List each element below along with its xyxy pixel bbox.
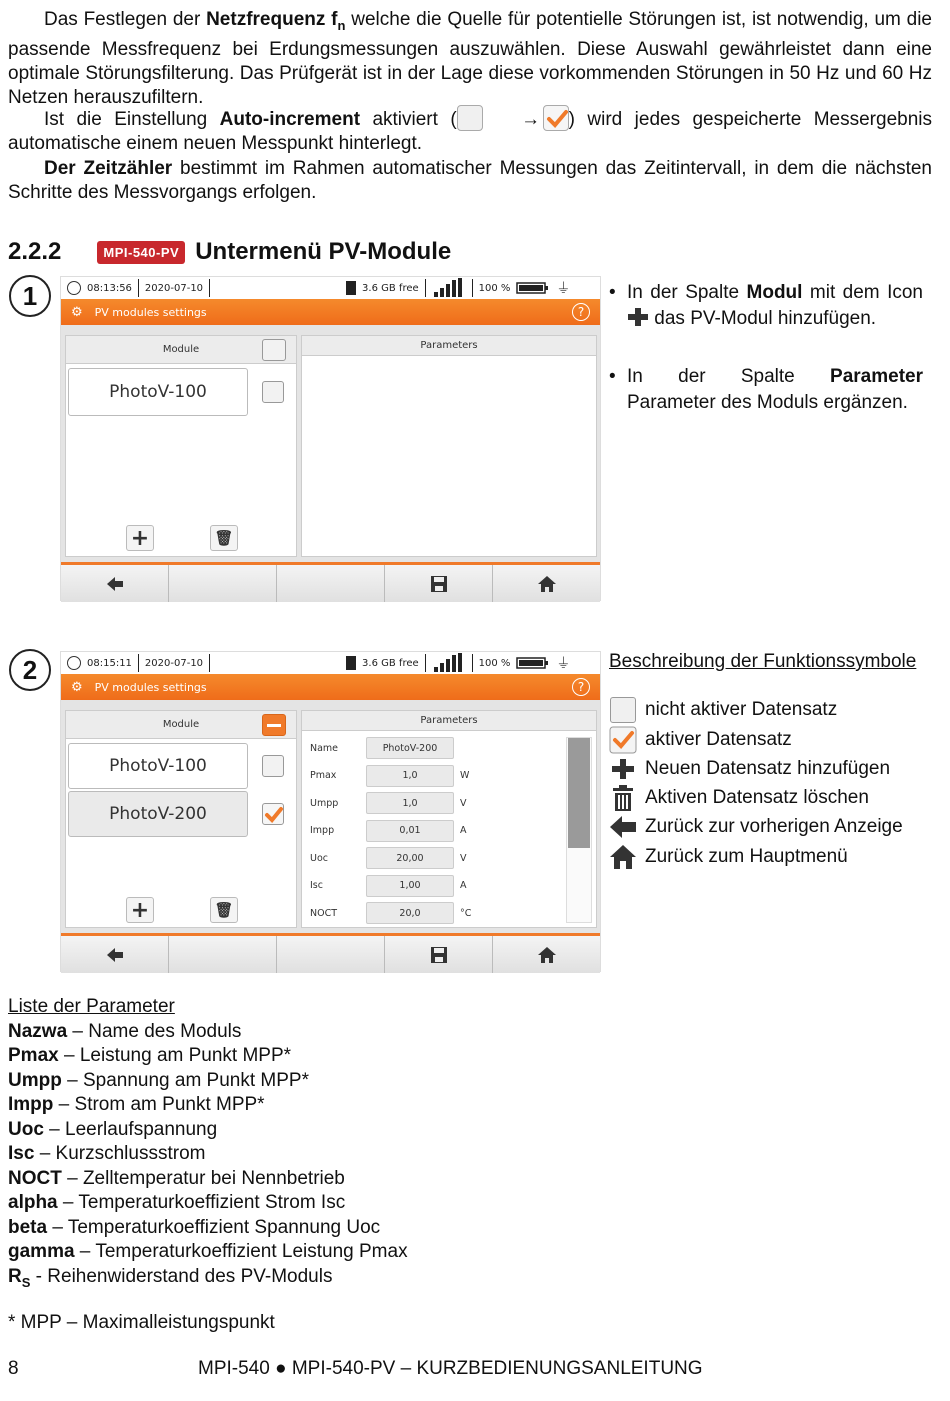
page-footer-title: MPI-540 ● MPI-540-PV – KURZBEDIENUNGSANLEITUNG [198,1358,703,1379]
module-checkbox[interactable] [262,381,284,403]
parameter-unit: A [460,825,467,836]
legend-item [609,813,903,841]
status-storage: 3.6 GB free [362,657,419,669]
parameter-list-title: Liste der Parameter [8,996,175,1017]
section-number: 2.2.2 [8,238,62,265]
intro-subscript: n [337,17,346,33]
trash-icon [609,784,637,812]
deselect-all-checkbox[interactable] [262,714,286,736]
toolbar-empty [277,936,385,973]
toolbar-empty [277,565,385,602]
parameter-name: NOCT [310,907,338,919]
bullet-text: das PV-Modul hinzufügen. [649,308,877,329]
screen-body [61,700,600,936]
step-number-1: 1 [9,275,51,317]
plug-icon: ⏚ [556,281,571,297]
parameter-term: Pmax [8,1045,59,1066]
plus-icon [609,755,637,783]
parameter-description: – Spannung am Punkt MPP* [61,1069,309,1091]
parameter-term: NOCT [8,1167,62,1189]
screen-title: PV modules settings [94,305,207,319]
parameter-term: beta [8,1216,48,1238]
parameters-column [301,335,597,557]
parameter-term-subscript: S [21,1274,31,1290]
legend-item [609,755,890,783]
parameter-term: Isc [8,1143,35,1164]
parameter-list-item [8,1240,408,1265]
unchecked-box-icon [609,696,637,724]
parameter-list-item [8,1167,408,1192]
parameter-row [310,765,469,787]
status-storage: 3.6 GB free [362,282,419,294]
parameters-column-header: Parameters [302,336,596,356]
intro-bold: Der Zeitzähler [44,158,173,179]
status-battery: 100 % [478,657,511,669]
legend-title: Beschreibung der Funktionssymbole [609,651,917,672]
parameter-unit: °C [460,907,472,919]
module-checkbox-checked[interactable] [262,803,284,825]
parameter-row [310,820,467,842]
intro-text: Ist die Einstellung [44,109,220,130]
section-heading [8,238,451,266]
battery-icon [516,656,550,670]
intro-paragraph-2 [8,105,932,156]
parameter-term: Umpp [8,1069,62,1091]
parameter-term: R [8,1265,22,1287]
module-item[interactable]: PhotoV-100 [68,743,248,789]
parameter-description: – Name des Moduls [67,1020,242,1042]
parameter-term: Impp [8,1094,54,1115]
device-screen-1 [60,276,601,601]
save-icon[interactable] [385,936,493,973]
screen-body [61,325,600,565]
intro-bold: Netzfrequenz f [206,9,338,30]
checked-box-icon [609,726,637,754]
parameter-list-item [8,1216,408,1241]
help-icon[interactable]: ? [572,678,590,696]
intro-text: welche die Quelle für potentielle Störungen ist, ist notwendig, um die passende Messfrequenz bei Erdungsmessungen auszuwählen. Diese Auswahl gewährleistet dann eine optimale Störungsfilterung. Das Prüfgerät ist in der Lage diese vorkommenden Störungen in 50 Hz und 60 Hz Netzen herauszufiltern. [8,9,932,108]
status-battery: 100 % [478,282,511,294]
scrollbar[interactable] [566,737,592,923]
legend-item [609,784,869,812]
signal-icon [432,278,466,298]
parameter-row [310,847,467,869]
home-icon[interactable] [493,936,600,973]
parameter-description: – Temperaturkoeffizient Spannung Uoc [47,1216,381,1238]
home-icon [609,843,637,871]
parameter-row [310,902,471,924]
parameter-list-item [8,1142,408,1167]
help-icon[interactable]: ? [572,303,590,321]
step-number-2: 2 [9,649,51,691]
bullet-text: Parameter des Moduls ergänzen. [627,392,908,413]
status-date: 2020-07-10 [144,282,204,294]
device-screen-2 [60,651,601,972]
plug-icon: ⏚ [556,656,571,672]
back-arrow-icon[interactable] [61,936,169,973]
status-time: 08:15:11 [87,657,132,669]
page-number: 8 [8,1358,19,1379]
plus-icon[interactable]: + [126,897,154,923]
parameter-value-field[interactable]: 1,0 [366,792,454,814]
bullet-text: In der Spalte [627,366,831,387]
parameter-list-item [8,1093,408,1118]
parameter-name: Name [310,742,339,754]
parameter-value-field[interactable]: 20,0 [366,902,454,924]
module-column [65,335,297,557]
intro-paragraph-3 [8,157,932,205]
intro-bold: Auto-increment [219,109,361,130]
parameter-list-item [8,1118,408,1143]
unchecked-box-icon [457,105,483,131]
signal-icon [432,653,466,673]
parameter-row [310,737,460,759]
parameter-term: Uoc [8,1118,44,1140]
checked-box-icon [543,105,569,131]
parameter-description: – Temperaturkoeffizient Leistung Pmax [74,1241,408,1262]
legend-text: Aktiven Datensatz löschen [645,787,869,808]
module-item-selected[interactable]: PhotoV-200 [68,791,248,837]
parameter-description-list [8,995,408,1295]
parameters-column-header: Parameters [302,711,596,731]
parameter-description: – Zelltemperatur bei Nennbetrieb [61,1167,345,1189]
arrow-icon: → [521,109,541,130]
parameter-list-item [8,1020,408,1045]
status-date: 2020-07-10 [144,657,204,669]
parameter-value-field[interactable]: 20,00 [366,847,454,869]
parameter-description: – Temperaturkoeffizient Strom Isc [57,1192,346,1213]
home-icon[interactable] [493,565,600,602]
status-bar [61,277,600,299]
parameter-unit: V [460,797,467,809]
sd-card-icon [346,656,356,670]
module-checkbox[interactable] [262,755,284,777]
select-all-checkbox[interactable] [262,339,286,361]
bullet-bold: Parameter [830,366,923,387]
parameter-description: – Strom am Punkt MPP* [53,1094,265,1115]
parameter-name: Uoc [310,852,328,864]
bullet-text: mit dem Icon [802,282,923,303]
status-bar [61,652,600,674]
title-bar [61,674,600,700]
bottom-toolbar [61,562,600,602]
legend-item [609,843,848,871]
legend-text: Zurück zur vorherigen Anzeige [645,816,903,837]
toolbar-empty [169,565,277,602]
parameter-description: - Reihenwiderstand des PV-Moduls [30,1265,333,1287]
parameter-unit: V [460,852,467,864]
gear-icon: ⚙ [71,304,83,320]
module-column-header: Module [66,336,296,364]
bullet-add-module [609,280,923,332]
parameter-list-item [8,1191,408,1216]
clock-icon [67,656,81,670]
gear-icon: ⚙ [71,679,83,695]
parameters-column [301,710,597,928]
parameter-value-field[interactable]: PhotoV-200 [366,737,454,759]
plus-icon [627,307,649,327]
section-title: Untermenü PV-Module [195,238,452,265]
parameter-list-item [8,1265,408,1295]
sd-card-icon [346,281,356,295]
bullet-add-parameters [609,364,923,416]
trash-icon[interactable]: 🗑 [210,897,238,923]
model-badge: MPI-540-PV [97,241,185,264]
bottom-toolbar [61,933,600,973]
module-item[interactable]: PhotoV-100 [68,368,248,416]
parameter-unit: W [460,770,470,781]
parameter-term: gamma [8,1241,75,1262]
parameter-name: Isc [310,880,323,891]
parameter-row [310,875,467,897]
battery-icon [516,281,550,295]
legend-text: aktiver Datensatz [645,729,792,750]
legend-item [609,726,792,754]
title-bar [61,299,600,325]
parameter-description: – Leerlaufspannung [43,1118,218,1140]
intro-text: ) wird jedes gespeicherte Messergebnis automatische einem neuen Messpunkt hinterlegt. [8,109,932,154]
parameter-value-field[interactable]: 0,01 [366,820,454,842]
parameter-value-field[interactable]: 1,00 [366,875,454,897]
parameter-name: Umpp [310,797,339,809]
toolbar-empty [169,936,277,973]
trash-icon[interactable]: 🗑 [210,525,238,551]
scrollbar-thumb[interactable] [568,738,590,848]
parameter-list-item [8,1044,408,1069]
parameter-description: – Leistung am Punkt MPP* [58,1045,292,1066]
footnote: * MPP – Maximalleistungspunkt [8,1312,275,1333]
status-time: 08:13:56 [87,282,132,294]
parameter-term: alpha [8,1192,58,1213]
bullet-bold: Modul [746,282,803,303]
legend-text: Zurück zum Hauptmenü [645,846,848,867]
parameter-row [310,792,467,814]
legend-text: nicht aktiver Datensatz [645,699,838,720]
parameter-value-field[interactable]: 1,0 [366,765,454,787]
save-icon[interactable] [385,565,493,602]
module-column-header: Module [66,711,296,739]
screen-title: PV modules settings [94,680,207,694]
intro-text: bestimmt im Rahmen automatischer Messungen das Zeitintervall, in dem die nächsten Schritte des Messvorgangs erfolgen. [8,158,932,203]
parameter-name: Impp [310,825,335,836]
clock-icon [67,281,81,295]
back-arrow-icon [609,813,637,841]
plus-icon[interactable]: + [126,525,154,551]
legend-item [609,696,837,724]
intro-text: Das Festlegen der [44,9,207,30]
back-arrow-icon[interactable] [61,565,169,602]
parameter-name: Pmax [310,770,337,781]
parameter-unit: A [460,880,467,891]
bullet-text: In der Spalte [627,282,747,303]
intro-paragraph-1 [8,8,932,110]
legend-text: Neuen Datensatz hinzufügen [645,758,891,779]
parameter-list-item [8,1069,408,1094]
module-column [65,710,297,928]
parameter-description: – Kurzschlussstrom [34,1143,206,1164]
parameter-term: Nazwa [8,1020,68,1042]
intro-text: aktiviert ( [360,109,457,130]
